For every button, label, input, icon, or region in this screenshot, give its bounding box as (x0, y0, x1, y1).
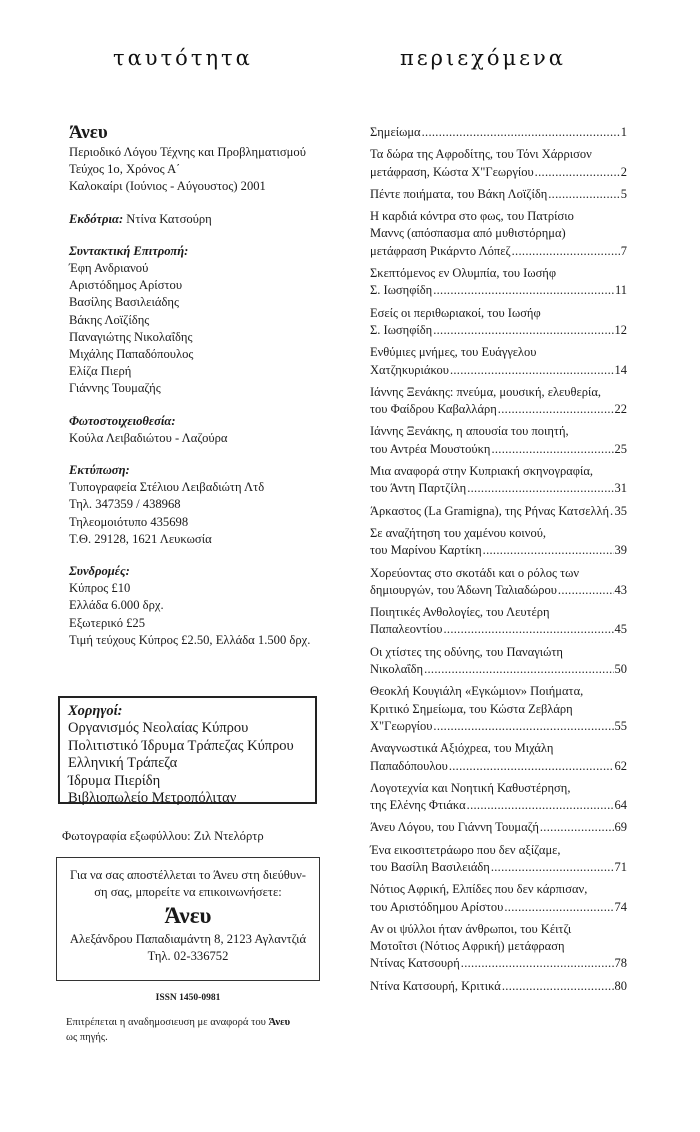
toc-entry-line: Ιάννης Ξενάκης, η απουσία του ποιητή, (370, 424, 569, 439)
toc-entry-title: Ντίνας Κατσουρή (370, 956, 460, 971)
toc-entry-title: Παπαδόπουλου (370, 758, 448, 773)
toc-entry-line: Ενθύμιες μνήμες, του Ευάγγελου (370, 345, 537, 360)
toc-entry-row (370, 978, 627, 995)
toc-page-number: 69 (614, 820, 627, 835)
toc-entry-row (370, 621, 627, 638)
toc-page-number: 14 (614, 362, 627, 377)
toc-entry-row (370, 401, 627, 418)
toc-entry-line: Οι χτίστες της οδύνης, του Παναγιώτη (370, 644, 563, 659)
toc-dot-leader (449, 758, 614, 775)
toc-page-number: 80 (614, 978, 627, 993)
toc-page-number: 7 (620, 243, 627, 258)
editorial-member: Ελίζα Πιερή (69, 364, 132, 379)
toc-dot-leader (467, 480, 613, 497)
toc-page-number: 45 (614, 622, 627, 637)
toc-entry (370, 186, 627, 203)
toc-entry-line: Η καρδιά κόντρα στο φως, του Πατρίσιο (370, 209, 574, 224)
masthead-line: Καλοκαίρι (Ιούνιος - Αύγουστος) 2001 (69, 179, 266, 194)
toc-entry-line: Κριτικό Σημείωμα, του Κώστα Ζεβλάρη (370, 701, 573, 716)
printing-line: Τηλ. 347359 / 438968 (69, 497, 181, 512)
toc-entry-title: της Ελένης Φτιάκα (370, 798, 466, 813)
editorial-member: Βασίλης Βασιλειάδης (69, 295, 179, 310)
editorial-member: Μιχάλης Παπαδόπουλος (69, 347, 194, 362)
toc-entry-title: του Αριστόδημου Αρίστου (370, 899, 504, 914)
sponsor-item: Οργανισμός Νεολαίας Κύπρου (68, 720, 249, 737)
toc-entry (370, 503, 627, 520)
masthead-line: Περιοδικό Λόγου Τέχνης και Προβληματισμού (69, 145, 306, 159)
editorial-member: Παναγιώτης Νικολαΐδης (69, 329, 193, 344)
sponsors-label: Χορηγοί: (68, 703, 123, 719)
toc-dot-leader (535, 164, 620, 181)
contact-box (56, 857, 320, 981)
toc-entry-row (370, 503, 627, 520)
toc-page-number: 5 (620, 186, 627, 201)
toc-page-number: 22 (614, 402, 627, 417)
toc-entry (370, 881, 627, 916)
toc-entry-row (370, 164, 627, 181)
permission-text: Επιτρέπεται η αναδημοσιευση με αναφορά του (66, 1017, 266, 1028)
cover-photo-credit: Φωτογραφία εξωφύλλου: Ζιλ Ντελόρτρ (62, 829, 264, 843)
toc-dot-leader (540, 819, 614, 836)
toc-entry-title: Παπαλεοντίου (370, 622, 443, 637)
toc-entry-title: Σ. Ιωσηφίδη (370, 322, 433, 337)
toc-dot-leader (433, 718, 613, 735)
toc-entry-title: Χ"Γεωργίου (370, 718, 433, 733)
toc-dot-leader (491, 859, 614, 876)
toc-entry-line: Τα δώρα της Αφροδίτης, του Τόνι Χάρρισον (370, 147, 592, 162)
toc-dot-leader (548, 186, 620, 203)
toc-dot-leader (498, 401, 614, 418)
toc-entry-line: Μοτοΐτσι (Νότιος Αφρική) μετάφραση (370, 939, 565, 954)
toc-entry (370, 384, 627, 419)
toc-entry (370, 740, 627, 775)
toc-dot-leader (450, 362, 614, 379)
toc-entry-line: Σε αναζήτηση του χαμένου κοινού, (370, 525, 547, 540)
toc-entry (370, 683, 627, 735)
toc-entry-title: του Αντρέα Μουστούκη (370, 441, 491, 456)
toc-entry-line: Μαννς (απόσπασμα από μυθιστόρημα) (370, 226, 566, 241)
toc-entry-row (370, 542, 627, 559)
toc-entry (370, 525, 627, 560)
publisher-section (69, 211, 327, 228)
toc-entry-row (370, 243, 627, 260)
toc-entry (370, 565, 627, 600)
toc-page-number: 50 (614, 662, 627, 677)
toc-page-number: 25 (614, 441, 627, 456)
subscription-line: Κύπρος £10 (69, 581, 131, 596)
toc-entry-line: Χορεύοντας στο σκοτάδι και ο ρόλος των (370, 565, 579, 580)
sponsor-item: Βιβλιοπωλείο Μετροπόλιταν (68, 790, 237, 807)
toc-entry-row (370, 282, 627, 299)
toc-entry-row (370, 124, 627, 141)
typesetting-label: Φωτοστοιχειοθεσία: (69, 413, 176, 428)
toc-page-number: 71 (614, 859, 627, 874)
magazine-title: Άνευ (69, 122, 108, 143)
editorial-section (69, 243, 327, 398)
toc-entry (370, 780, 627, 815)
toc-entry-title: Σημείωμα (370, 125, 421, 139)
toc-entry-line: Σκεπτόμενος εν Ολυμπία, του Ιωσήφ (370, 266, 557, 281)
toc-page-number: 78 (614, 956, 627, 971)
typesetting-section (69, 413, 327, 447)
toc-entry (370, 978, 627, 995)
toc-page-number: 2 (620, 164, 627, 179)
toc-dot-leader (433, 322, 613, 339)
printing-line: Τηλεομοιότυπο 435698 (69, 514, 189, 529)
publisher-name: Ντίνα Κατσούρη (126, 211, 212, 226)
toc-entry-line: Αν οι ψύλλοι ήταν άνθρωποι, του Κέιτζι (370, 921, 572, 936)
issn: ISSN 1450-0981 (155, 993, 221, 1003)
toc-entry (370, 305, 627, 340)
editorial-member: Έφη Ανδριανού (69, 261, 149, 276)
toc-entry (370, 146, 627, 181)
printing-label: Εκτύπωση: (69, 463, 130, 478)
toc-entry-line: Εσείς οι περιθωριακοί, του Ιωσήφ (370, 305, 541, 320)
toc-page-number: 62 (614, 758, 627, 773)
toc-entry-title: Πέντε ποιήματα, του Βάκη Λοϊζίδη (370, 186, 548, 201)
typesetting-name: Κούλα Λειβαδιώτου - Λαζούρα (69, 430, 228, 445)
toc-page-number: 43 (614, 582, 627, 597)
toc-entry-row (370, 899, 627, 916)
toc-entry (370, 604, 627, 639)
printing-line: Τυπογραφεία Στέλιου Λειβαδιώτη Λτδ (69, 480, 265, 495)
toc-entry-title: Ντίνα Κατσουρή, Κριτικά (370, 978, 501, 993)
editorial-member: Αριστόδημος Αρίστου (69, 278, 183, 293)
toc-entry-title: του Φαίδρου Καβαλλάρη (370, 402, 497, 417)
permission-magazine-name: Άνευ (268, 1017, 291, 1028)
toc-page-number: 64 (614, 798, 627, 813)
toc-dot-leader (491, 441, 613, 458)
toc-entry-row (370, 480, 627, 497)
toc-dot-leader (424, 661, 613, 678)
toc-entry (370, 208, 627, 260)
toc-entry-title: Χατζηκυριάκου (370, 362, 449, 377)
toc-entry (370, 644, 627, 679)
toc-entry-line: Αναγνωστικά Αξιόχρεα, του Μιχάλη (370, 741, 554, 756)
identity-column (69, 122, 327, 649)
sponsor-item: Πολιτιστικό Ίδρυμα Τράπεζας Κύπρου (68, 737, 294, 754)
table-of-contents (370, 124, 627, 1000)
toc-dot-leader (512, 243, 620, 260)
printing-section (69, 462, 327, 548)
toc-entry-row (370, 441, 627, 458)
subscription-line: Ελλάδα 6.000 δρχ. (69, 598, 164, 613)
toc-entry-row (370, 718, 627, 735)
toc-entry-row (370, 758, 627, 775)
toc-dot-leader (483, 542, 614, 559)
permission-end: ως πηγής. (66, 1032, 108, 1043)
toc-page-number: 35 (614, 503, 627, 518)
toc-entry-row (370, 186, 627, 203)
toc-page-number: 74 (614, 899, 627, 914)
toc-entry-row (370, 859, 627, 876)
editorial-label: Συντακτική Επιτροπή: (69, 243, 189, 258)
toc-entry-title: Νικολαΐδη (370, 662, 424, 677)
toc-page-number: 55 (614, 718, 627, 733)
toc-entry-title: δημιουργών, του Άδωνη Ταλιαδώρου (370, 582, 557, 597)
contact-phone: Τηλ. 02-336752 (147, 949, 229, 963)
heading-identity: ταυτότητα (113, 46, 253, 70)
toc-dot-leader (461, 955, 614, 972)
toc-entry (370, 463, 627, 498)
toc-entry-title: του Βασίλη Βασιλειάδη (370, 859, 490, 874)
toc-dot-leader (467, 797, 614, 814)
toc-entry-line: Νότιος Αφρική, Ελπίδες που δεν κάρπισαν, (370, 882, 588, 897)
toc-entry (370, 124, 627, 141)
publisher-label: Εκδότρια: (69, 211, 124, 226)
toc-entry (370, 819, 627, 836)
toc-entry-line: Θεοκλή Κουγιάλη «Εγκώμιον» Ποιήματα, (370, 684, 584, 699)
permission-note (66, 1015, 328, 1045)
toc-entry-line: Ποιητικές Ανθολογίες, του Λευτέρη (370, 605, 550, 620)
contact-address: Αλεξάνδρου Παπαδιαμάντη 8, 2123 Αγλαντζιά (69, 932, 307, 946)
sponsors-box (58, 696, 317, 807)
toc-dot-leader (504, 899, 613, 916)
contact-magazine-name: Άνευ (164, 903, 212, 928)
toc-page-number: 1 (620, 125, 627, 139)
toc-dot-leader (502, 978, 614, 995)
toc-entry-line: Ένα εικοσιτετράωρο που δεν αξίζαμε, (370, 842, 561, 857)
toc-entry-row (370, 322, 627, 339)
toc-page-number: 11 (614, 283, 627, 298)
toc-entry-title: του Άντη Παρτζίλη (370, 481, 467, 496)
editorial-member: Γιάννης Τουμαζής (69, 381, 161, 396)
subscription-line: Τιμή τεύχους Κύπρος £2.50, Ελλάδα 1.500 δρχ. (69, 632, 311, 647)
toc-entry-row (370, 362, 627, 379)
toc-entry-line: Ιάννης Ξενάκης: πνεύμα, μουσική, ελευθερία, (370, 384, 601, 399)
sponsor-item: Ίδρυμα Πιερίδη (68, 772, 161, 789)
contact-intro: Για να σας αποστέλλεται το Άνευ στη διεύθυν- (70, 868, 306, 882)
toc-entry-row (370, 582, 627, 599)
toc-page-number: 31 (614, 481, 627, 496)
toc-dot-leader (433, 282, 614, 299)
toc-entry-line: Λογοτεχνία και Νοητική Καθυστέρηση, (370, 780, 571, 795)
toc-entry (370, 344, 627, 379)
toc-entry-line: Μια αναφορά στην Κυπριακή σκηνογραφία, (370, 464, 594, 479)
toc-entry-row (370, 797, 627, 814)
toc-entry-row (370, 661, 627, 678)
toc-dot-leader (558, 582, 614, 599)
printing-line: Τ.Θ. 29128, 1621 Λευκωσία (69, 531, 212, 546)
toc-entry-title: Σ. Ιωσηφίδη (370, 283, 433, 298)
toc-dot-leader (610, 503, 613, 520)
contact-intro: ση σας, μπορείτε να επικοινωνήσετε: (94, 885, 282, 899)
toc-entry-title: Άνευ Λόγου, του Γιάννη Τουμαζή (370, 820, 539, 835)
subscriptions-section (69, 563, 327, 649)
toc-entry (370, 921, 627, 973)
toc-entry-row (370, 819, 627, 836)
toc-entry-title: Άρκαστος (La Gramigna), της Ρήνας Κατσελλή (370, 503, 610, 518)
toc-entry (370, 423, 627, 458)
heading-contents: περιεχόμενα (400, 46, 566, 70)
editorial-member: Βάκης Λοϊζίδης (69, 312, 150, 327)
toc-entry-title: μετάφραση Ρικάρντο Λόπεζ (370, 243, 511, 258)
toc-entry (370, 265, 627, 300)
toc-dot-leader (422, 124, 620, 141)
toc-entry-title: μετάφραση, Κώστα Χ"Γεωργίου (370, 164, 534, 179)
toc-entry-title: του Μαρίνου Καρτίκη (370, 543, 482, 558)
toc-page-number: 12 (614, 322, 627, 337)
sponsor-item: Ελληνική Τράπεζα (68, 755, 178, 772)
masthead-line: Τεύχος 1ο, Χρόνος Α΄ (69, 162, 181, 177)
subscriptions-label: Συνδρομές: (69, 564, 130, 579)
toc-dot-leader (443, 621, 613, 638)
toc-entry-row (370, 955, 627, 972)
subscription-line: Εξωτερικό £25 (69, 615, 146, 630)
toc-entry (370, 842, 627, 877)
toc-page-number: 39 (614, 543, 627, 558)
